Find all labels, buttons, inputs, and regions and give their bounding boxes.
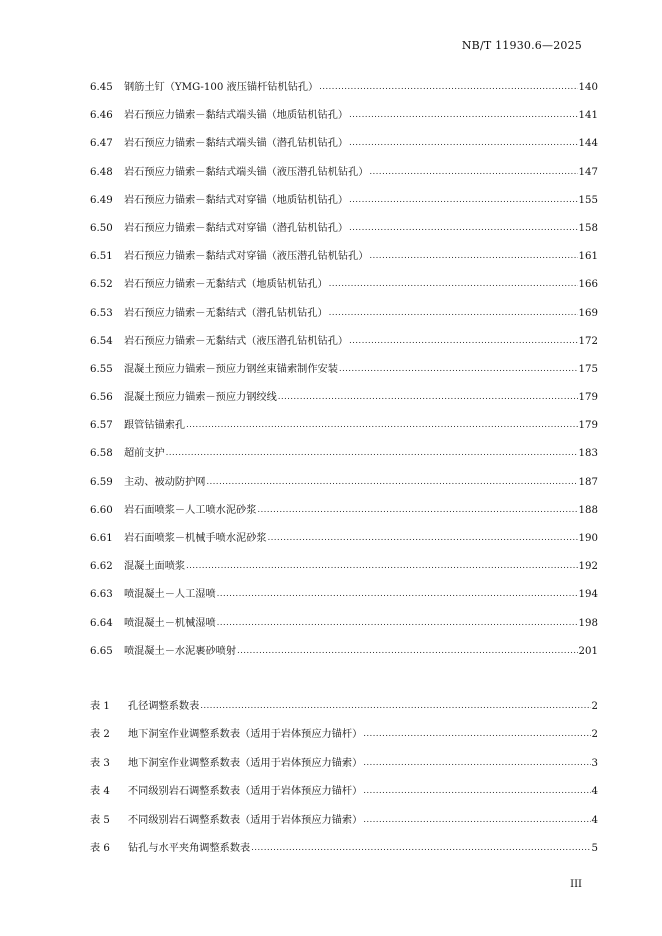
toc-entry[interactable] [90, 614, 598, 642]
toc-entry-number: 表 4 [90, 786, 110, 798]
toc-entry[interactable] [90, 782, 598, 810]
toc-entry[interactable] [90, 134, 598, 162]
toc-entry-title: 混凝土预应力锚索－预应力钢绞线 [124, 392, 277, 404]
toc-entry-page: 169 [578, 307, 598, 319]
toc-entry-number: 6.62 [90, 561, 113, 573]
toc-entry-number: 6.65 [90, 645, 113, 657]
toc-entry-page: 4 [591, 814, 598, 826]
toc-entry-page: 192 [578, 561, 598, 573]
toc-dot-leader [329, 307, 578, 318]
toc-entry-number: 表 1 [90, 701, 110, 712]
toc-entry-page: 166 [578, 279, 598, 291]
toc-entry[interactable] [90, 219, 598, 247]
toc-entry-number: 表 3 [90, 757, 110, 769]
toc-entry-title: 跟管钻锚索孔 [124, 420, 186, 432]
toc-dot-leader [363, 814, 590, 825]
toc-entry-title: 混凝土面喷浆 [124, 561, 186, 573]
toc-entry-number: 表 2 [90, 729, 110, 741]
toc-entry-number: 表 5 [90, 814, 110, 826]
toc-entry-number: 6.47 [90, 138, 113, 150]
toc-entry-number: 6.56 [90, 392, 113, 404]
toc-dot-leader [268, 532, 578, 543]
toc-entry-page: 158 [578, 222, 598, 234]
toc-dot-leader [166, 447, 578, 458]
toc-entry-title: 主动、被动防护网 [124, 476, 206, 488]
toc-entry-title: 地下洞室作业调整系数表（适用于岩体预应力锚索） [128, 757, 363, 769]
toc-entry[interactable] [90, 78, 598, 106]
toc-dot-leader [217, 588, 578, 599]
toc-entry-page: 183 [578, 448, 598, 460]
toc-entry[interactable] [90, 247, 598, 275]
toc-dot-leader [186, 560, 577, 571]
toc-entry-page: 188 [578, 504, 598, 516]
toc-entry-number: 表 6 [90, 842, 110, 854]
toc-entry-number: 6.57 [90, 420, 113, 432]
toc-entry-title: 岩石面喷浆－人工喷水泥砂浆 [124, 504, 257, 516]
toc-entry-page: 187 [578, 476, 598, 488]
toc-entry-title: 岩石预应力锚索－无黏结式（液压潜孔钻机钻孔） [124, 335, 349, 347]
toc-entry-title: 岩石预应力锚索－黏结式对穿锚（潜孔钻机钻孔） [124, 222, 349, 234]
toc-dot-leader [251, 842, 590, 853]
toc-entry-page: 175 [578, 363, 598, 375]
toc-entry-page: 4 [591, 786, 598, 798]
toc-dot-leader [217, 617, 578, 628]
toc-entry-page: 140 [578, 82, 598, 93]
toc-entry-title: 岩石预应力锚索－黏结式对穿锚（液压潜孔钻机钻孔） [124, 251, 369, 263]
toc-entry-number: 6.45 [90, 82, 113, 93]
toc-dot-leader [363, 757, 590, 768]
toc-entry-number: 6.50 [90, 222, 113, 234]
toc-dot-leader [370, 250, 578, 261]
toc-entry[interactable] [90, 304, 598, 332]
toc-entry-page: 161 [578, 251, 598, 263]
toc-dot-leader [200, 700, 590, 711]
toc-entry-title: 喷混凝土－人工湿喷 [124, 589, 216, 601]
toc-dot-leader [237, 645, 577, 656]
toc-entry-title: 钻孔与水平夹角调整系数表 [128, 842, 251, 854]
toc-entry-number: 6.61 [90, 533, 113, 544]
toc-entry[interactable] [90, 839, 598, 867]
toc-entry-title: 孔径调整系数表 [128, 701, 200, 712]
toc-entry-title: 岩石预应力锚索－黏结式端头锚（地质钻机钻孔） [124, 110, 349, 122]
toc-dot-leader [363, 785, 590, 796]
toc-entry-title: 喷混凝土－水泥裹砂喷射 [124, 645, 237, 657]
toc-entry-number: 6.64 [90, 617, 113, 629]
toc-entry-number: 6.48 [90, 166, 113, 178]
toc-entry-title: 不同级别岩石调整系数表（适用于岩体预应力锚杆） [128, 786, 363, 798]
toc-dot-leader [349, 194, 577, 205]
toc-entry[interactable] [90, 473, 598, 501]
toc-entry-page: 190 [578, 533, 598, 544]
toc-entry[interactable] [90, 754, 598, 782]
toc-entry[interactable] [90, 557, 598, 585]
toc-entry-number: 6.55 [90, 363, 113, 375]
toc-entry-title: 混凝土预应力锚索－预应力钢丝束锚索制作安装 [124, 363, 338, 375]
toc-entry-page: 201 [578, 645, 598, 657]
toc-entry-page: 2 [591, 729, 598, 741]
toc-entry-title: 超前支护 [124, 448, 165, 460]
page-number: III [570, 879, 582, 890]
toc-entry[interactable] [90, 585, 598, 613]
toc-entry[interactable] [90, 332, 598, 360]
toc-entry-title: 岩石预应力锚索－黏结式对穿锚（地质钻机钻孔） [124, 194, 349, 206]
toc-entry-number: 6.52 [90, 279, 113, 291]
toc-entry-number: 6.54 [90, 335, 113, 347]
toc-entry-number: 6.63 [90, 589, 113, 601]
toc-entry[interactable] [90, 416, 598, 444]
toc-dot-leader [329, 278, 578, 289]
toc-dot-leader [363, 728, 590, 739]
toc-entry-page: 141 [578, 110, 598, 122]
toc-dot-leader [349, 335, 577, 346]
toc-dot-leader [339, 363, 578, 374]
toc-dot-leader [370, 166, 578, 177]
toc-entry-title: 岩石预应力锚索－黏结式端头锚（潜孔钻机钻孔） [124, 138, 349, 150]
toc-dot-leader [207, 476, 578, 487]
toc-entry[interactable] [90, 163, 598, 191]
toc-entry[interactable] [90, 191, 598, 219]
toc-dot-leader [349, 109, 577, 120]
toc-entry-number: 6.58 [90, 448, 113, 460]
toc-entry-page: 155 [578, 194, 598, 206]
toc-entry-title: 地下洞室作业调整系数表（适用于岩体预应力锚杆） [128, 729, 363, 741]
standard-code: NB/T 11930.6—2025 [461, 39, 582, 52]
toc-dot-leader [278, 391, 578, 402]
toc-dot-leader [186, 419, 577, 430]
toc-entry-number: 6.46 [90, 110, 113, 122]
toc-dot-leader [319, 81, 577, 92]
toc-entry-number: 6.59 [90, 476, 113, 488]
toc-section-clauses [90, 78, 598, 670]
toc-dot-leader [349, 222, 577, 233]
toc-entry-title: 岩石预应力锚索－无黏结式（地质钻机钻孔） [124, 279, 328, 291]
toc-entry-page: 172 [578, 335, 598, 347]
toc-entry[interactable] [90, 275, 598, 303]
toc-entry-page: 194 [578, 589, 598, 601]
toc-dot-leader [257, 504, 577, 515]
toc-entry[interactable] [90, 642, 598, 670]
toc-entry-title: 岩石面喷浆－机械手喷水泥砂浆 [124, 533, 267, 544]
toc-entry-title: 岩石预应力锚索－无黏结式（潜孔钻机钻孔） [124, 307, 328, 319]
toc-entry-page: 198 [578, 617, 598, 629]
toc-entry-page: 5 [591, 842, 598, 854]
toc-entry-title: 不同级别岩石调整系数表（适用于岩体预应力锚索） [128, 814, 363, 826]
toc-entry-page: 3 [591, 757, 598, 769]
toc-entry-number: 6.51 [90, 251, 113, 263]
toc-entry-number: 6.53 [90, 307, 113, 319]
toc-entry-title: 喷混凝土－机械湿喷 [124, 617, 216, 629]
toc-entry-number: 6.60 [90, 504, 113, 516]
toc-entry-page: 2 [591, 701, 598, 712]
toc-dot-leader [349, 137, 577, 148]
toc-entry-page: 179 [578, 420, 598, 432]
toc-entry[interactable] [90, 811, 598, 839]
toc-entry[interactable] [90, 501, 598, 529]
toc-entry-title: 钢筋土钉（YMG-100 液压锚杆钻机钻孔） [124, 82, 319, 93]
toc-entry-page: 144 [578, 138, 598, 150]
toc-section-tables [90, 697, 598, 867]
toc-entry[interactable] [90, 444, 598, 472]
toc-entry[interactable] [90, 725, 598, 753]
toc-entry-title: 岩石预应力锚索－黏结式端头锚（液压潜孔钻机钻孔） [124, 166, 369, 178]
toc-entry[interactable] [90, 697, 598, 725]
toc-entry[interactable] [90, 529, 598, 557]
toc-entry-page: 147 [578, 166, 598, 178]
toc-entry[interactable] [90, 106, 598, 134]
toc-entry[interactable] [90, 388, 598, 416]
toc-entry[interactable] [90, 360, 598, 388]
toc-entry-page: 179 [578, 392, 598, 404]
toc-entry-number: 6.49 [90, 194, 113, 206]
